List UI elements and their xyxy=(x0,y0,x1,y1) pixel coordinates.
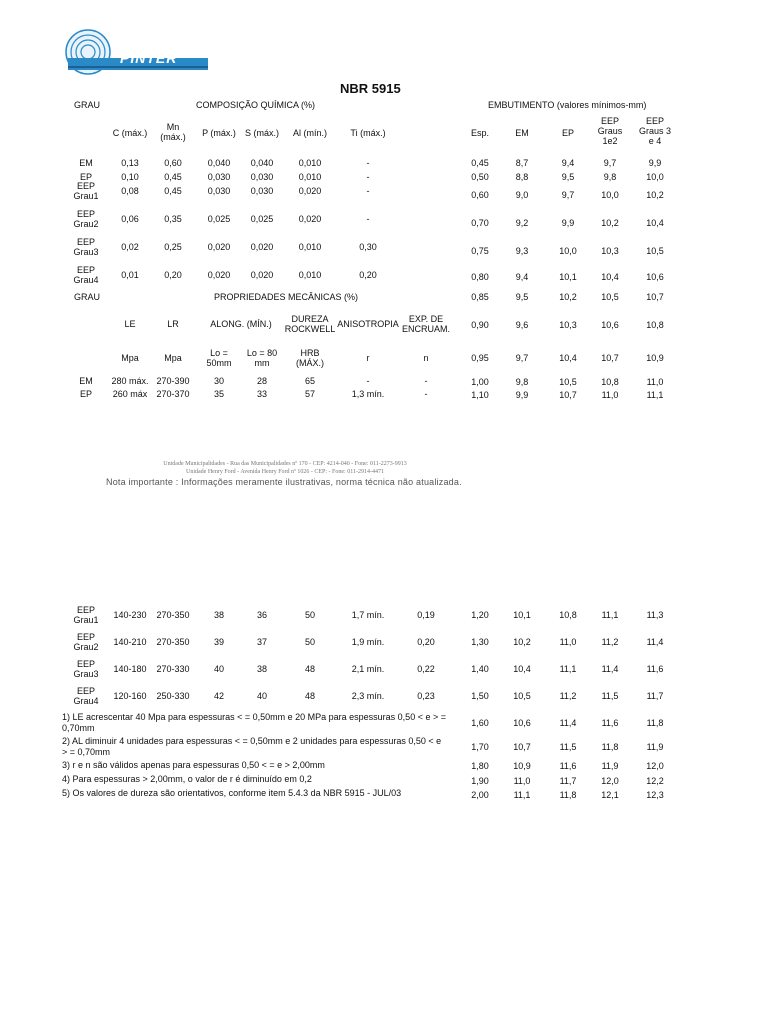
mech-unit-cell: Mpa xyxy=(121,353,139,363)
mech-grau-cell: EEP Grau2 xyxy=(73,632,99,652)
embut-value-cell: 10,7 xyxy=(513,742,531,752)
embut-value-cell: 12,2 xyxy=(646,776,664,786)
note-item: 4) Para espessuras > 2,00mm, o valor de r é diminuído em 0,2 xyxy=(62,774,312,784)
chem-grau-cell: EEP Grau1 xyxy=(73,181,99,201)
mech-section-label: PROPRIEDADES MECÂNICAS (%) xyxy=(214,292,359,302)
embut-value-cell: 0,80 xyxy=(471,272,489,282)
embut-value-cell: 11,2 xyxy=(559,691,577,701)
embut-value-cell: 11,7 xyxy=(559,776,577,786)
embut-value-cell: 9,8 xyxy=(515,377,529,387)
embut-value-cell: 10,5 xyxy=(513,691,531,701)
embut-header-cell: EP xyxy=(561,128,574,138)
embut-value-cell: 0,45 xyxy=(471,158,489,168)
chem-value-cell: 0,040 xyxy=(250,158,274,168)
chem-value-cell: 0,010 xyxy=(298,270,322,280)
mech-value-cell: 260 máx xyxy=(112,389,148,399)
mech-value-cell: 40 xyxy=(213,664,224,674)
embut-value-cell: 1,70 xyxy=(471,742,489,752)
embut-value-cell: 0,60 xyxy=(471,190,489,200)
chem-value-cell: 0,030 xyxy=(207,186,231,196)
embut-value-cell: 11,9 xyxy=(601,761,619,771)
chem-value-cell: 0,020 xyxy=(207,270,231,280)
chem-value-cell: 0,25 xyxy=(164,242,182,252)
embut-value-cell: 1,80 xyxy=(471,761,489,771)
mech-value-cell: 1,3 mín. xyxy=(351,389,385,399)
embut-value-cell: 9,3 xyxy=(515,246,529,256)
mech-value-cell: 2,3 mín. xyxy=(351,691,385,701)
mech-header-cell: LE xyxy=(124,319,136,329)
chem-header-cell: P (máx.) xyxy=(202,128,236,138)
embut-value-cell: 1,90 xyxy=(471,776,489,786)
chem-value-cell: 0,20 xyxy=(164,270,182,280)
embut-value-cell: 9,5 xyxy=(561,172,575,182)
chem-value-cell: 0,020 xyxy=(298,186,322,196)
mech-value-cell: 0,23 xyxy=(417,691,435,701)
mech-value-cell: 37 xyxy=(256,637,267,647)
embut-value-cell: 10,2 xyxy=(646,190,664,200)
chem-header-cell: C (máx.) xyxy=(112,128,148,138)
chem-value-cell: - xyxy=(366,158,370,168)
chem-value-cell: 0,030 xyxy=(250,172,274,182)
chem-value-cell: 0,030 xyxy=(207,172,231,182)
mech-grau-label: GRAU xyxy=(74,292,101,302)
chem-value-cell: 0,13 xyxy=(121,158,139,168)
embut-value-cell: 11,0 xyxy=(646,377,664,387)
embut-value-cell: 10,9 xyxy=(646,353,664,363)
embut-value-cell: 10,8 xyxy=(601,377,619,387)
mech-unit-cell: Lo = 50mm xyxy=(206,348,232,368)
chem-value-cell: 0,02 xyxy=(121,242,139,252)
embut-value-cell: 9,4 xyxy=(561,158,575,168)
mech-grau-cell: EP xyxy=(79,389,92,399)
mech-value-cell: 250-330 xyxy=(156,691,190,701)
mech-value-cell: 50 xyxy=(304,637,315,647)
chem-header-cell: S (máx.) xyxy=(244,128,279,138)
embut-value-cell: 9,7 xyxy=(515,353,529,363)
embut-value-cell: 11,0 xyxy=(601,390,619,400)
embut-value-cell: 10,0 xyxy=(601,190,619,200)
mech-value-cell: 33 xyxy=(256,389,267,399)
embut-value-cell: 10,3 xyxy=(601,246,619,256)
chem-grau-cell: EEP Grau3 xyxy=(73,237,99,257)
chem-value-cell: 0,30 xyxy=(359,242,377,252)
embut-value-cell: 10,7 xyxy=(601,353,619,363)
chem-value-cell: 0,08 xyxy=(121,186,139,196)
embut-value-cell: 9,4 xyxy=(515,272,529,282)
embut-value-cell: 10,6 xyxy=(646,272,664,282)
note-item: 2) AL diminuir 4 unidades para espessuras < = 0,50mm e 2 unidades para espessuras 0,50 < e > = 0,70mm xyxy=(62,736,442,757)
mech-value-cell: 48 xyxy=(304,664,315,674)
mech-value-cell: 1,7 mín. xyxy=(351,610,385,620)
embut-value-cell: 9,6 xyxy=(515,320,529,330)
embut-header-cell: EEP Graus 1e2 xyxy=(597,116,623,146)
embut-value-cell: 10,5 xyxy=(646,246,664,256)
mech-grau-cell: EEP Grau4 xyxy=(73,686,99,706)
embut-value-cell: 10,4 xyxy=(559,353,577,363)
mech-value-cell: 0,22 xyxy=(417,664,435,674)
mech-value-cell: 270-350 xyxy=(156,610,190,620)
embut-value-cell: 10,9 xyxy=(513,761,531,771)
mech-value-cell: 50 xyxy=(304,610,315,620)
mech-value-cell: 140-210 xyxy=(113,637,147,647)
chem-value-cell: 0,60 xyxy=(164,158,182,168)
note-item: 5) Os valores de dureza são orientativos, conforme item 5.4.3 da NBR 5915 - JUL/03 xyxy=(62,788,402,798)
mech-value-cell: 2,1 mín. xyxy=(351,664,385,674)
mech-value-cell: 36 xyxy=(256,610,267,620)
embut-value-cell: 10,0 xyxy=(646,172,664,182)
embut-value-cell: 0,50 xyxy=(471,172,489,182)
embut-section-label: EMBUTIMENTO (valores mínimos-mm) xyxy=(488,100,647,110)
embut-value-cell: 10,8 xyxy=(646,320,664,330)
embut-value-cell: 10,4 xyxy=(646,218,664,228)
chem-header-cell: Mn (máx.) xyxy=(160,122,186,142)
chem-value-cell: 0,35 xyxy=(164,214,182,224)
embut-value-cell: 11,6 xyxy=(601,718,619,728)
page-title: NBR 5915 xyxy=(340,81,401,96)
chem-grau-cell: EEP Grau4 xyxy=(73,265,99,285)
mech-value-cell: 57 xyxy=(304,389,315,399)
mech-value-cell: 0,19 xyxy=(417,610,435,620)
embut-value-cell: 10,5 xyxy=(559,377,577,387)
embut-value-cell: 10,2 xyxy=(601,218,619,228)
mech-header-cell: ANISOTROPIA xyxy=(337,319,399,329)
embut-value-cell: 11,1 xyxy=(559,664,577,674)
mech-value-cell: 270-350 xyxy=(156,637,190,647)
mech-value-cell: 38 xyxy=(213,610,224,620)
chem-value-cell: 0,010 xyxy=(298,242,322,252)
mech-unit-cell: Mpa xyxy=(164,353,182,363)
chem-header-cell: Ti (máx.) xyxy=(350,128,386,138)
chem-value-cell: - xyxy=(366,186,370,196)
chem-value-cell: 0,45 xyxy=(164,172,182,182)
embut-value-cell: 10,4 xyxy=(601,272,619,282)
mech-value-cell: 0,20 xyxy=(417,637,435,647)
embut-value-cell: 12,0 xyxy=(646,761,664,771)
mech-value-cell: 140-230 xyxy=(113,610,147,620)
embut-value-cell: 9,9 xyxy=(515,390,529,400)
chem-grau-label: GRAU xyxy=(74,100,101,110)
mech-value-cell: 65 xyxy=(304,376,315,386)
chem-value-cell: 0,10 xyxy=(121,172,139,182)
mech-value-cell: 30 xyxy=(213,376,224,386)
chem-grau-cell: EP xyxy=(79,172,92,182)
footer-address-2: Unidade Henry Ford - Avenida Henry Ford nº 1026 - CEP: - Fone: 011-2914-4471 xyxy=(186,469,384,475)
chem-value-cell: 0,040 xyxy=(207,158,231,168)
mech-value-cell: 280 máx. xyxy=(111,376,149,386)
embut-value-cell: 11,8 xyxy=(646,718,664,728)
chem-value-cell: - xyxy=(366,172,370,182)
embut-value-cell: 0,85 xyxy=(471,292,489,302)
footer-address-1: Unidade Municipalidades - Rua das Municipalidades nº 170 - CEP: 4214-040 - Fone: 011-2273-9913 xyxy=(163,461,407,467)
embut-value-cell: 1,20 xyxy=(471,610,489,620)
embut-value-cell: 10,6 xyxy=(513,718,531,728)
pinter-logo xyxy=(62,28,212,76)
mech-value-cell: 39 xyxy=(213,637,224,647)
chem-value-cell: 0,01 xyxy=(121,270,139,280)
mech-value-cell: - xyxy=(424,389,428,399)
embut-value-cell: 1,10 xyxy=(471,390,489,400)
embut-value-cell: 11,6 xyxy=(559,761,577,771)
embut-value-cell: 9,5 xyxy=(515,292,529,302)
embut-value-cell: 8,7 xyxy=(515,158,529,168)
mech-grau-cell: EM xyxy=(79,376,93,386)
logo-text: PINTER xyxy=(120,50,178,66)
embut-value-cell: 0,70 xyxy=(471,218,489,228)
chem-section-label: COMPOSIÇÃO QUÍMICA (%) xyxy=(196,100,316,110)
embut-value-cell: 0,95 xyxy=(471,353,489,363)
embut-value-cell: 9,8 xyxy=(603,172,617,182)
mech-header-cell: DUREZA ROCKWELL xyxy=(284,314,336,334)
chem-value-cell: 0,020 xyxy=(250,270,274,280)
chem-value-cell: 0,020 xyxy=(298,214,322,224)
embut-value-cell: 11,4 xyxy=(601,664,619,674)
mech-value-cell: 270-330 xyxy=(156,664,190,674)
mech-value-cell: 270-370 xyxy=(156,389,190,399)
embut-value-cell: 10,4 xyxy=(513,664,531,674)
mech-header-cell: LR xyxy=(167,319,179,329)
chem-value-cell: 0,45 xyxy=(164,186,182,196)
embut-value-cell: 11,2 xyxy=(601,637,619,647)
embut-value-cell: 11,1 xyxy=(601,610,619,620)
mech-value-cell: 48 xyxy=(304,691,315,701)
chem-value-cell: 0,025 xyxy=(207,214,231,224)
embut-value-cell: 12,3 xyxy=(646,790,664,800)
embut-value-cell: 11,9 xyxy=(646,742,664,752)
embut-value-cell: 10,6 xyxy=(601,320,619,330)
mech-unit-cell: HRB (MÁX.) xyxy=(296,348,324,368)
embut-value-cell: 9,7 xyxy=(603,158,617,168)
embut-value-cell: 11,0 xyxy=(513,776,531,786)
mech-value-cell: 140-180 xyxy=(113,664,147,674)
embut-value-cell: 10,7 xyxy=(559,390,577,400)
embut-value-cell: 9,9 xyxy=(561,218,575,228)
embut-value-cell: 11,6 xyxy=(646,664,664,674)
embut-value-cell: 1,30 xyxy=(471,637,489,647)
mech-header-cell: ALONG. (MÍN.) xyxy=(210,319,272,329)
chem-value-cell: 0,030 xyxy=(250,186,274,196)
embut-value-cell: 10,8 xyxy=(559,610,577,620)
embut-value-cell: 10,2 xyxy=(513,637,531,647)
embut-value-cell: 12,1 xyxy=(601,790,619,800)
mech-value-cell: 1,9 mín. xyxy=(351,637,385,647)
embut-value-cell: 10,2 xyxy=(559,292,577,302)
embut-value-cell: 0,75 xyxy=(471,246,489,256)
mech-unit-cell: Lo = 80 mm xyxy=(246,348,278,368)
mech-grau-cell: EEP Grau1 xyxy=(73,605,99,625)
embut-value-cell: 10,5 xyxy=(601,292,619,302)
mech-value-cell: 38 xyxy=(256,664,267,674)
embut-value-cell: 1,60 xyxy=(471,718,489,728)
embut-value-cell: 2,00 xyxy=(471,790,489,800)
embut-value-cell: 11,1 xyxy=(513,790,531,800)
embut-value-cell: 1,50 xyxy=(471,691,489,701)
important-note: Nota importante : Informações meramente ilustrativas, norma técnica não atualizada. xyxy=(106,477,462,487)
chem-grau-cell: EEP Grau2 xyxy=(73,209,99,229)
embut-value-cell: 9,2 xyxy=(515,218,529,228)
embut-value-cell: 8,8 xyxy=(515,172,529,182)
embut-value-cell: 12,0 xyxy=(601,776,619,786)
embut-value-cell: 10,7 xyxy=(646,292,664,302)
chem-value-cell: 0,20 xyxy=(359,270,377,280)
mech-value-cell: 35 xyxy=(213,389,224,399)
embut-value-cell: 9,9 xyxy=(648,158,662,168)
embut-value-cell: 11,5 xyxy=(559,742,577,752)
embut-value-cell: 11,8 xyxy=(601,742,619,752)
embut-value-cell: 1,40 xyxy=(471,664,489,674)
chem-value-cell: 0,020 xyxy=(207,242,231,252)
mech-value-cell: 40 xyxy=(256,691,267,701)
embut-value-cell: 9,0 xyxy=(515,190,529,200)
embut-value-cell: 11,3 xyxy=(646,610,664,620)
embut-value-cell: 10,3 xyxy=(559,320,577,330)
mech-value-cell: - xyxy=(424,376,428,386)
embut-value-cell: 9,7 xyxy=(561,190,575,200)
embut-header-cell: EM xyxy=(515,128,529,138)
chem-value-cell: - xyxy=(366,214,370,224)
embut-value-cell: 11,4 xyxy=(646,637,664,647)
mech-value-cell: 120-160 xyxy=(113,691,147,701)
embut-value-cell: 10,1 xyxy=(559,272,577,282)
mech-grau-cell: EEP Grau3 xyxy=(73,659,99,679)
note-item: 3) r e n são válidos apenas para espessuras 0,50 < = e > 2,00mm xyxy=(62,760,325,770)
chem-value-cell: 0,025 xyxy=(250,214,274,224)
embut-header-cell: Esp. xyxy=(470,128,489,138)
mech-value-cell: 270-390 xyxy=(156,376,190,386)
embut-value-cell: 11,5 xyxy=(601,691,619,701)
embut-header-cell: EEP Graus 3 e 4 xyxy=(638,116,671,146)
embut-value-cell: 11,1 xyxy=(646,390,664,400)
chem-value-cell: 0,010 xyxy=(298,158,322,168)
mech-value-cell: 42 xyxy=(213,691,224,701)
embut-value-cell: 11,4 xyxy=(559,718,577,728)
mech-value-cell: 28 xyxy=(256,376,267,386)
chem-value-cell: 0,06 xyxy=(121,214,139,224)
embut-value-cell: 10,0 xyxy=(559,246,577,256)
mech-unit-cell: n xyxy=(423,353,429,363)
embut-value-cell: 11,0 xyxy=(559,637,577,647)
chem-value-cell: 0,020 xyxy=(250,242,274,252)
chem-header-cell: Al (mín.) xyxy=(292,128,327,138)
mech-value-cell: - xyxy=(366,376,370,386)
embut-value-cell: 11,7 xyxy=(646,691,664,701)
note-item: 1) LE acrescentar 40 Mpa para espessuras < = 0,50mm e 20 MPa para espessuras 0,50 < e > = 0,70mm xyxy=(62,712,446,733)
embut-value-cell: 1,00 xyxy=(471,377,489,387)
embut-value-cell: 10,1 xyxy=(513,610,531,620)
chem-grau-cell: EM xyxy=(79,158,93,168)
embut-value-cell: 11,8 xyxy=(559,790,577,800)
mech-header-cell: EXP. DE ENCRUAM. xyxy=(401,314,450,334)
embut-value-cell: 0,90 xyxy=(471,320,489,330)
chem-value-cell: 0,010 xyxy=(298,172,322,182)
mech-unit-cell: r xyxy=(366,353,370,363)
